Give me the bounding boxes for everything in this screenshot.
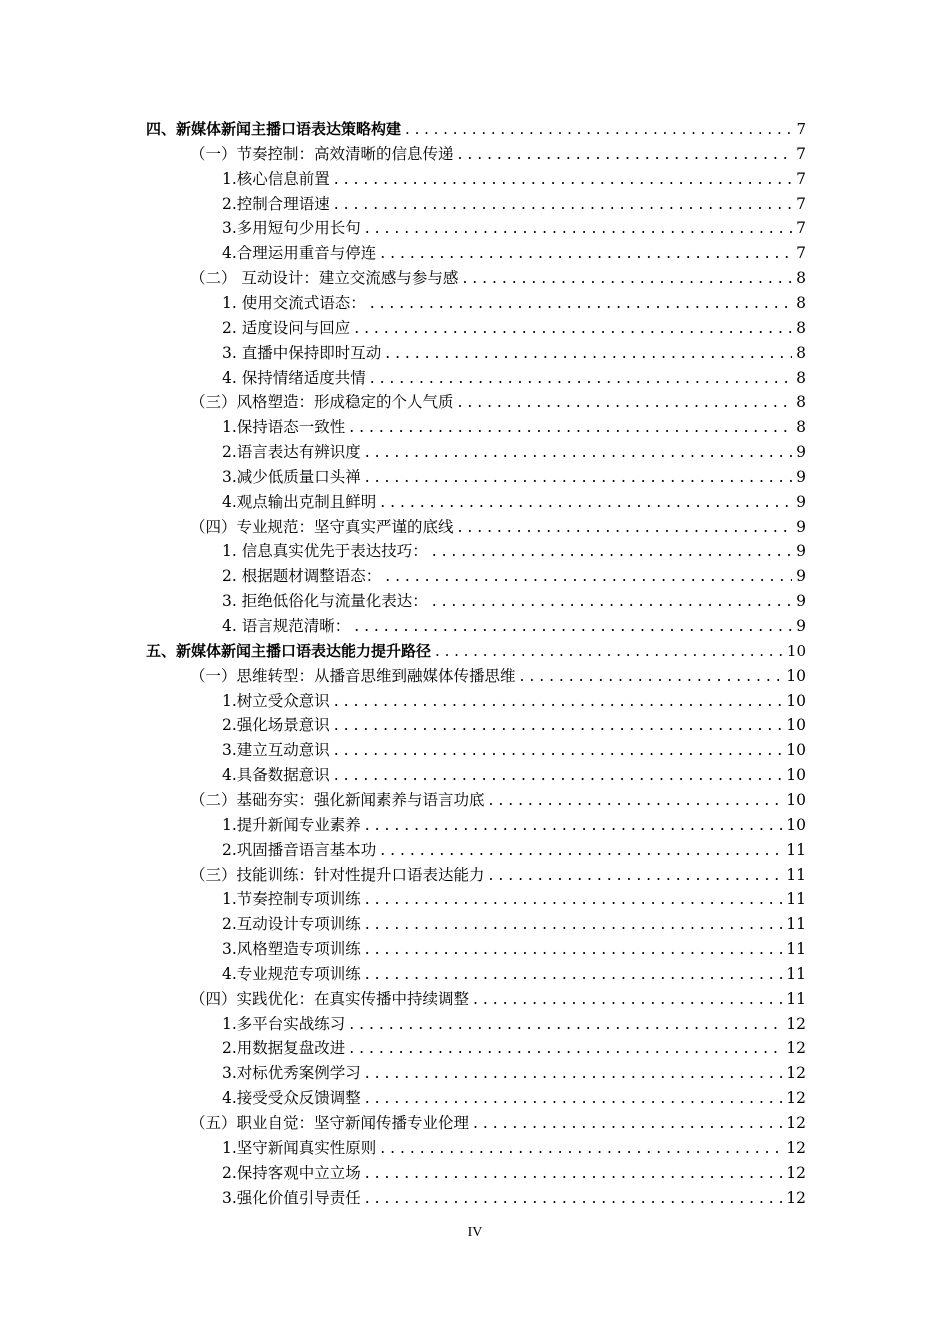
- dot-leader: [365, 962, 782, 986]
- toc-entry[interactable]: [222, 291, 806, 315]
- toc-entry-label: （一）思维转型：从播音思维到融媒体传播思维: [190, 666, 516, 685]
- toc-entry-page: 9: [796, 567, 806, 586]
- toc-entry-page: 12: [786, 1188, 806, 1207]
- toc-entry[interactable]: [222, 1036, 806, 1060]
- toc-entry[interactable]: [222, 440, 806, 464]
- toc-entry[interactable]: [222, 167, 806, 191]
- toc-entry-label: 3.建立互动意识: [222, 741, 330, 760]
- toc-entry-page: 8: [796, 343, 806, 362]
- dot-leader: [489, 788, 783, 812]
- dot-leader: [380, 490, 792, 514]
- toc-entry-page: 11: [786, 840, 806, 859]
- toc-entry-label: 4.合理运用重音与停连: [222, 244, 377, 263]
- dot-leader: [365, 1061, 782, 1085]
- toc-entry[interactable]: [222, 241, 806, 265]
- toc-entry[interactable]: [222, 962, 806, 986]
- dot-leader: [458, 515, 793, 539]
- toc-entry[interactable]: [190, 664, 806, 688]
- toc-entry-label: 2.控制合理语速: [222, 194, 330, 213]
- toc-entry-page: 10: [786, 790, 806, 809]
- toc-entry-label: 1.节奏控制专项训练: [222, 890, 361, 909]
- toc-entry[interactable]: [190, 515, 806, 539]
- toc-entry-page: 10: [786, 815, 806, 834]
- toc-entry-page: 10: [786, 766, 806, 785]
- toc-entry[interactable]: [222, 341, 806, 365]
- dot-leader: [365, 887, 782, 911]
- toc-entry-label: 4.专业规范专项训练: [222, 964, 361, 983]
- toc-entry[interactable]: [222, 1186, 806, 1210]
- dot-leader: [354, 614, 792, 638]
- toc-entry-label: （二） 互动设计：建立交流感与参与感: [190, 269, 459, 288]
- toc-entry-page: 8: [796, 318, 806, 337]
- toc-entry-label: 4. 语言规范清晰：: [222, 617, 351, 635]
- toc-entry-page: 12: [786, 1138, 806, 1157]
- toc-entry-label: 1.保持语态一致性: [222, 418, 346, 437]
- toc-entry[interactable]: [222, 887, 806, 911]
- toc-entry[interactable]: [190, 788, 806, 812]
- toc-entry-label: 3.强化价值引导责任: [222, 1188, 361, 1207]
- toc-entry[interactable]: [190, 987, 806, 1011]
- dot-leader: [334, 713, 782, 737]
- dot-leader: [462, 266, 792, 290]
- dot-leader: [349, 415, 792, 439]
- toc-entry-label: 2. 适度设问与回应: [222, 318, 351, 337]
- dot-leader: [405, 117, 792, 141]
- dot-leader: [365, 440, 792, 464]
- dot-leader: [385, 564, 792, 588]
- toc-entry[interactable]: [222, 763, 806, 787]
- toc-entry[interactable]: [222, 316, 806, 340]
- dot-leader: [365, 912, 782, 936]
- toc-entry-label: 4.观点输出克制且鲜明: [222, 492, 377, 511]
- toc-entry-page: 7: [796, 244, 806, 263]
- toc-entry-label: 2.巩固播音语言基本功: [222, 840, 377, 859]
- toc-entry-page: 7: [796, 120, 806, 138]
- dot-leader: [334, 192, 792, 216]
- toc-entry-page: 8: [796, 418, 806, 437]
- toc-entry-label: 1.核心信息前置: [222, 169, 330, 188]
- toc-entry-page: 9: [796, 492, 806, 511]
- toc-entry-page: 7: [796, 219, 806, 238]
- dot-leader: [334, 763, 782, 787]
- toc-entry-label: 2.强化场景意识: [222, 716, 330, 735]
- dot-leader: [435, 639, 783, 663]
- dot-leader: [365, 216, 792, 240]
- toc-entry[interactable]: [222, 614, 806, 638]
- toc-entry[interactable]: [222, 738, 806, 762]
- dot-leader: [458, 142, 793, 166]
- dot-leader: [365, 1186, 782, 1210]
- dot-leader: [458, 390, 793, 414]
- toc-entry-label: 2.用数据复盘改进: [222, 1039, 346, 1058]
- toc-entry-page: 8: [796, 293, 806, 312]
- dot-leader: [334, 689, 782, 713]
- dot-leader: [349, 1012, 782, 1036]
- toc-entry-label: （三）技能训练：针对性提升口语表达能力: [190, 865, 485, 884]
- toc-entry-page: 9: [796, 617, 806, 635]
- toc-entry[interactable]: [222, 415, 806, 439]
- toc-entry-page: 12: [786, 1039, 806, 1058]
- toc-entry-label: 2. 根据题材调整语态：: [222, 567, 382, 586]
- toc-entry[interactable]: [190, 863, 806, 887]
- toc-entry-page: 12: [786, 1114, 806, 1132]
- toc-entry[interactable]: [222, 813, 806, 837]
- toc-entry[interactable]: [222, 564, 806, 588]
- toc-entry-label: 新媒体新闻主播口语表达策略构建: [176, 120, 402, 138]
- dot-leader: [370, 366, 792, 390]
- toc-entry-label: 4.具备数据意识: [222, 766, 330, 785]
- toc-entry-number: 五、: [146, 641, 177, 660]
- toc-entry[interactable]: [222, 1161, 806, 1185]
- toc-entry-label: 1.树立受众意识: [222, 691, 330, 710]
- dot-leader: [385, 341, 792, 365]
- toc-entry-page: 7: [796, 144, 806, 163]
- toc-entry[interactable]: [222, 912, 806, 936]
- toc-entry-label: 3. 直播中保持即时互动: [222, 343, 382, 362]
- toc-entry-page: 8: [796, 269, 806, 288]
- toc-entry-page: 9: [796, 542, 806, 561]
- toc-entry-label: 4.接受受众反馈调整: [222, 1089, 361, 1108]
- toc-entry[interactable]: [222, 216, 806, 240]
- toc-entry-page: 10: [786, 666, 806, 685]
- toc-entry-page: 12: [786, 1064, 806, 1083]
- dot-leader: [473, 1111, 782, 1135]
- toc-entry[interactable]: [222, 366, 806, 390]
- toc-entry-page: 7: [796, 169, 806, 188]
- dot-leader: [380, 838, 782, 862]
- toc-entry[interactable]: [222, 465, 806, 489]
- toc-entry-label: 2.互动设计专项训练: [222, 915, 361, 934]
- toc-entry-page: 11: [786, 865, 806, 884]
- toc-entry[interactable]: [222, 589, 806, 613]
- toc-entry[interactable]: [146, 117, 806, 141]
- toc-entry-label: 3.多用短句少用长句: [222, 219, 361, 238]
- toc-entry-page: 11: [786, 989, 806, 1008]
- toc-entry-label: 3.对标优秀案例学习: [222, 1064, 361, 1083]
- dot-leader: [365, 1161, 782, 1185]
- toc-entry-label: （四）专业规范：坚守真实严谨的底线: [190, 517, 454, 536]
- dot-leader: [370, 291, 792, 315]
- toc-entry-page: 12: [786, 1089, 806, 1108]
- toc-entry-label: 1. 信息真实优先于表达技巧：: [222, 542, 428, 561]
- toc-entry-label: 2.保持客观中立立场: [222, 1163, 361, 1182]
- toc-entry-page: 9: [796, 443, 806, 462]
- toc-entry[interactable]: [222, 1086, 806, 1110]
- toc-entry[interactable]: [146, 639, 806, 663]
- dot-leader: [432, 539, 792, 563]
- dot-leader: [432, 589, 792, 613]
- toc-entry-label: 3.减少低质量口头禅: [222, 467, 361, 486]
- page-number: IV: [467, 1225, 483, 1240]
- toc-entry-page: 11: [786, 964, 806, 983]
- toc-entry-page: 12: [786, 1163, 806, 1182]
- toc-entry-label: （三）风格塑造：形成稳定的个人气质: [190, 393, 454, 412]
- toc-entry-label: 1.坚守新闻真实性原则: [222, 1138, 377, 1157]
- toc-entry-page: 10: [786, 716, 806, 735]
- toc-entry-label: （四）实践优化：在真实传播中持续调整: [190, 989, 470, 1008]
- toc-entry-page: 11: [786, 940, 806, 959]
- toc-entry-page: 10: [786, 741, 806, 760]
- toc-entry-label: 2.语言表达有辨识度: [222, 443, 361, 462]
- dot-leader: [354, 316, 792, 340]
- toc-entry-page: 10: [786, 691, 806, 710]
- toc-entry-page: 12: [786, 1014, 806, 1033]
- toc-entry-page: 8: [796, 393, 806, 412]
- toc-entry-page: 10: [786, 641, 806, 660]
- toc-entry-page: 7: [796, 194, 806, 213]
- toc-entry-page: 11: [786, 915, 806, 934]
- dot-leader: [365, 1086, 782, 1110]
- toc-entry[interactable]: [222, 192, 806, 216]
- toc-entry-page: 9: [796, 517, 806, 536]
- toc-entry-label: 1.提升新闻专业素养: [222, 815, 361, 834]
- toc-entry[interactable]: [222, 1136, 806, 1160]
- toc-entry-label: （五）职业自觉：坚守新闻传播专业伦理: [190, 1114, 470, 1132]
- dot-leader: [489, 863, 783, 887]
- toc-entry-label: （二）基础夯实：强化新闻素养与语言功底: [190, 790, 485, 809]
- toc-entry-page: 9: [796, 592, 806, 611]
- toc-entry-page: 11: [786, 890, 806, 909]
- dot-leader: [380, 1136, 782, 1160]
- toc-entry-page: 8: [796, 368, 806, 387]
- dot-leader: [349, 1036, 782, 1060]
- toc-entry[interactable]: [222, 838, 806, 862]
- dot-leader: [473, 987, 782, 1011]
- toc-entry[interactable]: [222, 1012, 806, 1036]
- dot-leader: [334, 738, 782, 762]
- toc-entry-number: 四、: [146, 120, 177, 138]
- toc-entry[interactable]: [222, 539, 806, 563]
- toc-entry[interactable]: [190, 142, 806, 166]
- toc-entry[interactable]: [190, 1111, 806, 1135]
- toc-entry-label: 3. 拒绝低俗化与流量化表达：: [222, 592, 428, 611]
- toc-entry[interactable]: [190, 390, 806, 414]
- toc-entry[interactable]: [190, 266, 806, 290]
- toc-entry[interactable]: [222, 937, 806, 961]
- dot-leader: [334, 167, 792, 191]
- dot-leader: [365, 813, 782, 837]
- dot-leader: [380, 241, 792, 265]
- toc-entry-label: 1. 使用交流式语态：: [222, 293, 366, 312]
- dot-leader: [365, 465, 792, 489]
- toc-entry[interactable]: [222, 1061, 806, 1085]
- toc-entry-label: 3.风格塑造专项训练: [222, 940, 361, 959]
- toc-entry[interactable]: [222, 490, 806, 514]
- toc-entry-page: 9: [796, 467, 806, 486]
- toc-entry-label: 4. 保持情绪适度共情: [222, 368, 366, 387]
- dot-leader: [365, 937, 782, 961]
- toc-entry-label: 新媒体新闻主播口语表达能力提升路径: [176, 641, 432, 660]
- toc-entry[interactable]: [222, 713, 806, 737]
- toc-entry-label: 1.多平台实战练习: [222, 1014, 346, 1033]
- dot-leader: [520, 664, 783, 688]
- toc-entry[interactable]: [222, 689, 806, 713]
- toc-entry-label: （一）节奏控制：高效清晰的信息传递: [190, 144, 454, 163]
